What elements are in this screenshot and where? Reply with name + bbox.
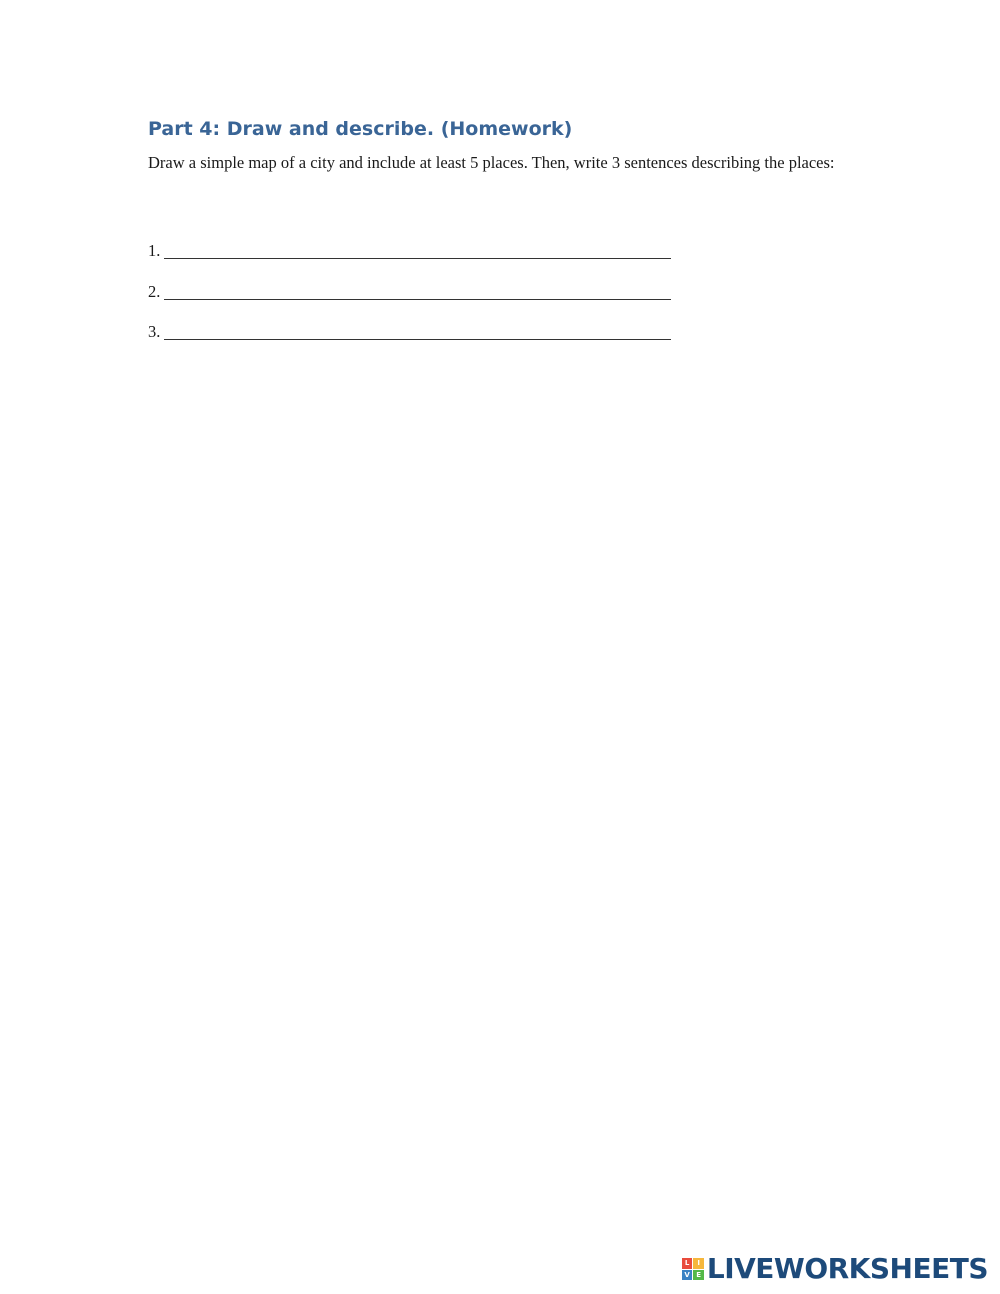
answer-line-1 — [148, 240, 671, 261]
section-heading: Part 4: Draw and describe. (Homework) — [148, 118, 573, 140]
liveworksheets-logo-icon — [682, 1258, 704, 1280]
logo-letter: L — [682, 1258, 693, 1269]
liveworksheets-brand — [682, 1252, 988, 1286]
logo-letter: I — [693, 1258, 704, 1269]
answer-blank-1[interactable] — [164, 240, 671, 259]
answer-number: 1. — [148, 241, 161, 260]
brand-name: LIVEWORKSHEETS — [706, 1252, 988, 1285]
answer-blank-2[interactable] — [164, 281, 671, 300]
instructions-text: Draw a simple map of a city and include at least 5 places. Then, write 3 sentences describing the places: — [148, 153, 835, 172]
answer-line-2 — [148, 281, 671, 302]
answer-blank-3[interactable] — [164, 321, 671, 340]
answer-line-3 — [148, 321, 671, 342]
logo-letter: V — [682, 1270, 693, 1281]
answer-number: 2. — [148, 282, 161, 301]
answer-number: 3. — [148, 322, 161, 341]
logo-letter: E — [693, 1270, 704, 1281]
